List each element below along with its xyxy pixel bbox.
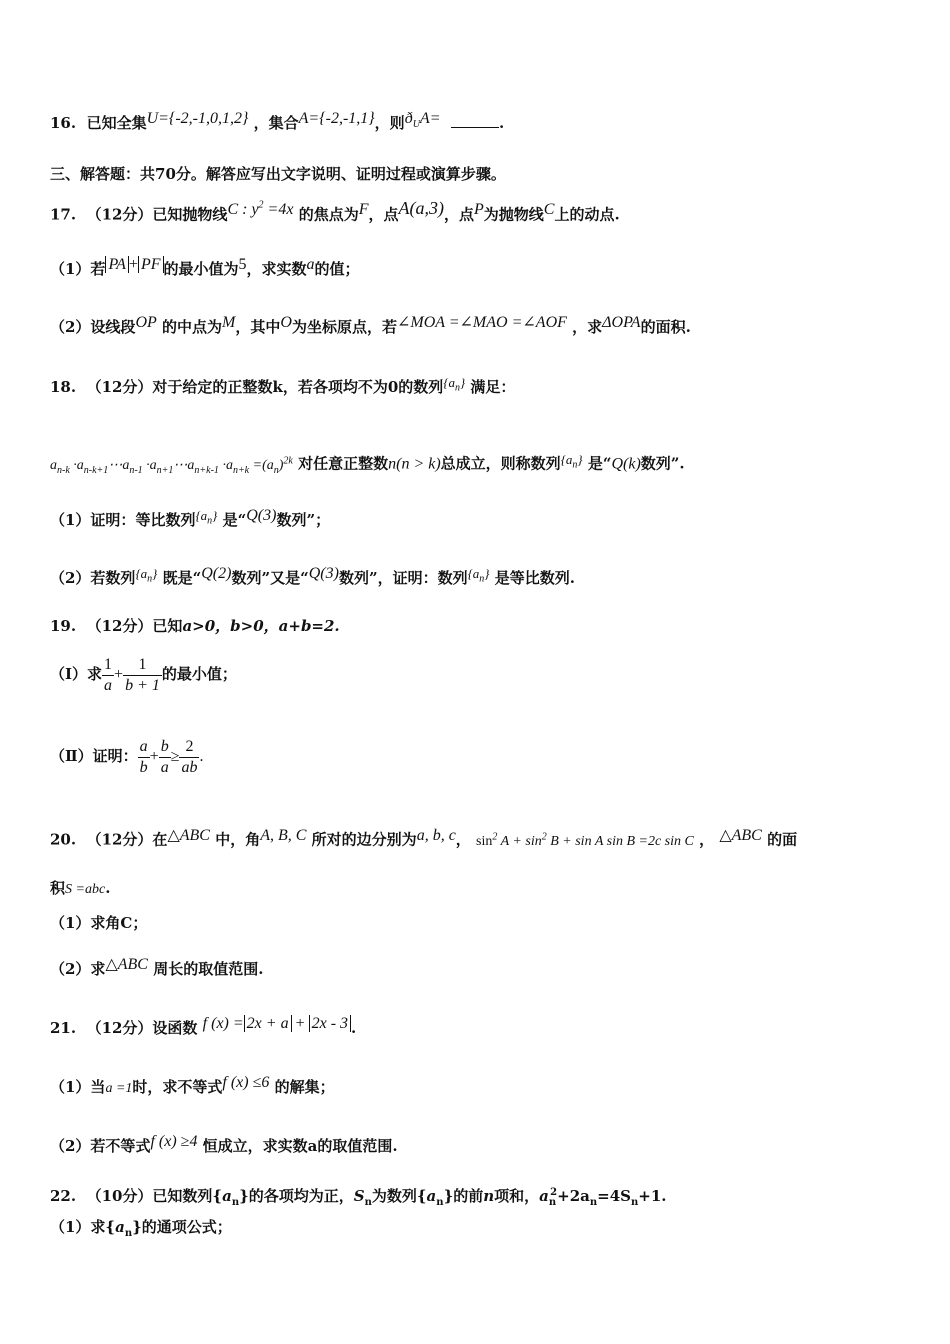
question-18: 18. （12分）对于给定的正整数k，若各项均不为0的数列$\{a_n\}$ 满足： [50, 375, 516, 396]
math-parabola: C : $y^2 =4x$ [227, 200, 294, 219]
question-19-part-1: （Ⅰ）求 $\frac{1}{a}$ + $\frac{1}{b + 1}$ 的最小值； [50, 655, 237, 694]
question-20: 20. （12分）在△ABC 中，角A, B, C 所对的边分别为a, b, c， $\sin^2 A + \sin^2 B + \sin A$ sin B =2c sin C ， △ABC 的面 [50, 826, 798, 849]
math-function: f (x) = 2x + a + 2x - 3 [203, 1015, 351, 1032]
math-universal-set: U={-2,-1,0,1,2} [146, 110, 249, 127]
question-20-line-2: 积S =abc. [50, 879, 111, 897]
math-set-a: A={-2,-1,1} [298, 110, 375, 127]
section-heading: 三、解答题：共70分。解答应写出文字说明、证明过程或演算步骤。 [50, 165, 506, 183]
question-17: 17. （12分）已知抛物线C : $y^2 =4x$ 的焦点为F，点A(a,3)，点P为抛物线C上的动点. [50, 198, 620, 224]
question-18-definition: $a_{n-k}$ $\cdot a_{n-k+1}\cdots a_{n-1}$ $\cdot a_{n+1}\cdots a_{n+k-1} \cdot a_{n+k} =(a_n)^{2k}$ 对任意正整数n(n > k)总成立，则称数列$\{a_n\}$ 是“Q(k)数列”. [50, 451, 685, 476]
question-18-part-1: （1）证明：等比数列$\{a_n\}$ 是“Q(3)数列”； [50, 507, 331, 529]
question-19: 19. （12分）已知a>0，b>0，a+b=2. [50, 617, 340, 635]
question-20-part-2: （2）求△ABC 周长的取值范围. [50, 956, 264, 978]
question-21-part-2: （2）若不等式f (x) ≥4 恒成立，求实数a的取值范围. [50, 1133, 398, 1155]
question-22: 22. （10分）已知数列$\{a_n\}$的各项均为正，$S_n$为数列$\{a_n\}$的前n项和，$a_n^2+2a_n=4S_n+1$. [50, 1187, 667, 1208]
answer-blank [451, 113, 499, 128]
question-19-part-2: （Ⅱ）证明： $\frac{a}{b}$ + $\frac{b}{a}$ ≥ $\frac{2}{ab}$ . [50, 737, 204, 776]
question-17-part-1: （1）若 PA + PF 的最小值为5，求实数a的值； [50, 256, 360, 278]
question-17-part-2: （2）设线段OP 的中点为M，其中O为坐标原点，若∠MOA =∠MAO =∠AOF ，求ΔOPA的面积. [50, 314, 691, 336]
question-22-part-1: （1）求$\{a_n\}$的通项公式； [50, 1218, 232, 1239]
question-16: 16. 已知全集U={-2,-1,0,1,2} ，集合A={-2,-1,1}，则$ð_UA=$ . [50, 110, 505, 132]
math-product-formula: $a_{n-k}$ $\cdot a_{n-k+1}\cdots a_{n-1}$ $\cdot a_{n+1}\cdots a_{n+k-1} \cdot a_{n+k} =(a_n)^{2k}$ [50, 455, 293, 476]
math-sequence: $\{a_n\}$ [443, 375, 466, 394]
question-21-part-1: （1）当a =1时，求不等式f (x) ≤6 的解集； [50, 1074, 335, 1096]
math-complement: $ð_UA=$ [404, 110, 441, 131]
question-21: 21. （12分）设函数 f (x) = 2x + a + 2x - 3 . [50, 1015, 357, 1037]
question-20-part-1: （1）求角C； [50, 914, 148, 932]
question-18-part-2: （2）若数列$\{a_n\}$ 既是“Q(2)数列”又是“Q(3)数列”，证明：数列$\{a_n\}$ 是等比数列. [50, 565, 575, 587]
